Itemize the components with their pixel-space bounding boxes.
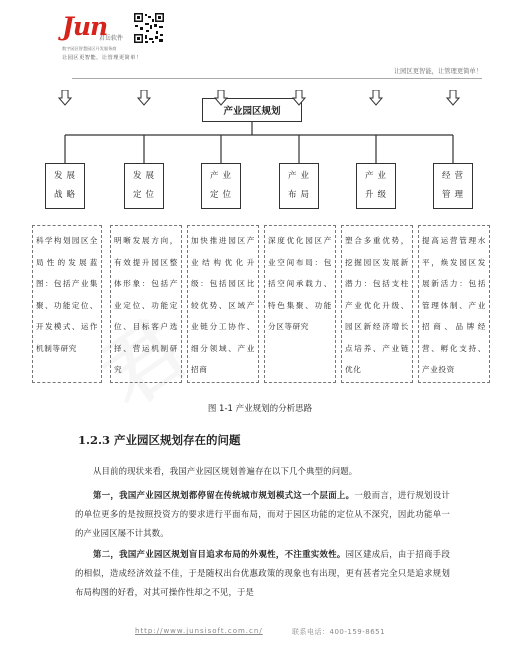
detail-box-management: 提高运营管理水平，焕发园区发展新活力：包括管理体制、产业招商、品牌经营、孵化支持、产业投资 — [418, 225, 490, 383]
category-label: 产业 — [209, 171, 235, 181]
category-label: 产业 — [364, 171, 390, 181]
category-strategy — [45, 163, 85, 209]
down-arrow-icon — [446, 90, 460, 106]
detail-box-industry-positioning: 加快推进园区产业结构优化升级：包括园区比较优势、区域产业链分工协作、细分领域、产业招商 — [187, 225, 259, 383]
detail-box-positioning: 明晰发展方向，有效提升园区整体形象：包括产业定位、功能定位、目标客户选择、营运机制研究 — [110, 225, 182, 383]
category-label: 管理 — [441, 190, 467, 200]
header-divider — [72, 78, 482, 79]
category-management — [433, 163, 473, 209]
paragraph-second-issue — [75, 545, 450, 602]
paragraph-intro: 从目前的现状来看，我国产业园区规划普遍存在以下几个典型的问题。 — [93, 466, 358, 476]
figure-caption: 图 1-1 产业规划的分析思路 — [207, 404, 313, 414]
category-positioning — [124, 163, 164, 209]
category-upgrade — [356, 163, 396, 209]
brand-slogan: 让园区更智能，让管理更简单！ — [62, 55, 142, 61]
qr-code-icon — [133, 12, 165, 44]
paragraph-body: 园区建成后，由于招商手段的相似，造成经济效益不佳，于是随权出台优惠政策的现象也有出现，更有甚者完全只是追求规划布局构图的好看，对其可操作性却之不见，于是 — [75, 549, 450, 597]
detail-box-layout: 深度优化园区产业空间布局：包括空间承载力、特色集聚、功能分区等研究 — [264, 225, 336, 383]
category-label: 经营 — [441, 171, 467, 181]
paragraph-lead: 第二，我国产业园区规划盲目追求布局的外观性，不注重实效性。 — [93, 549, 346, 559]
planning-diagram — [0, 90, 520, 400]
category-label: 布局 — [287, 190, 313, 200]
detail-box-upgrade: 塑合多重优势，挖掘园区发展新潜力：包括支柱产业优化升级、园区新经济增长点培养、产业链优化 — [341, 225, 413, 383]
category-label: 升级 — [364, 190, 390, 200]
down-arrow-icon — [292, 90, 306, 106]
footer-phone: 联系电话：400-159-8651 — [292, 628, 386, 636]
category-industry-positioning — [201, 163, 241, 209]
category-label: 发展 — [132, 171, 158, 181]
category-layout — [279, 163, 319, 209]
paragraph-first-issue — [75, 486, 450, 543]
logo-text: Jun — [62, 12, 108, 41]
down-arrow-icon — [58, 90, 72, 106]
section-heading: 1.2.3 产业园区规划存在的问题 — [78, 433, 241, 447]
company-logo — [62, 12, 132, 46]
brand-tagline: 数字园区智慧园区开发服务商 — [62, 46, 117, 51]
down-arrow-icon — [369, 90, 383, 106]
header-slogan: 让园区更智能，让管理更简单！ — [393, 68, 482, 75]
category-label: 定位 — [132, 190, 158, 200]
detail-box-strategy: 科学构划园区全局性的发展蓝图：包括产业集聚、功能定位、开发模式、运作机制等研究 — [32, 225, 102, 383]
category-label: 定位 — [209, 190, 235, 200]
down-arrow-icon — [214, 90, 228, 106]
root-node: 产业园区规划 — [202, 98, 302, 122]
category-label: 产业 — [287, 171, 313, 181]
footer-website-link[interactable]: http://www.junsisoft.com.cn/ — [135, 627, 263, 635]
category-label: 战略 — [53, 190, 79, 200]
logo-subtitle: 君岳软件 — [99, 35, 124, 42]
category-label: 发展 — [53, 171, 79, 181]
down-arrow-icon — [137, 90, 151, 106]
paragraph-lead: 第一，我国产业园区规划都停留在传统城市规划模式这一个层面上。 — [93, 490, 355, 500]
paragraph-body: 一般而言，进行规划设计的单位更多的是按照投资方的要求进行平面布局，而对于园区功能的定位从不深究，因此功能单一的产业园区屡不计其数。 — [75, 490, 451, 538]
